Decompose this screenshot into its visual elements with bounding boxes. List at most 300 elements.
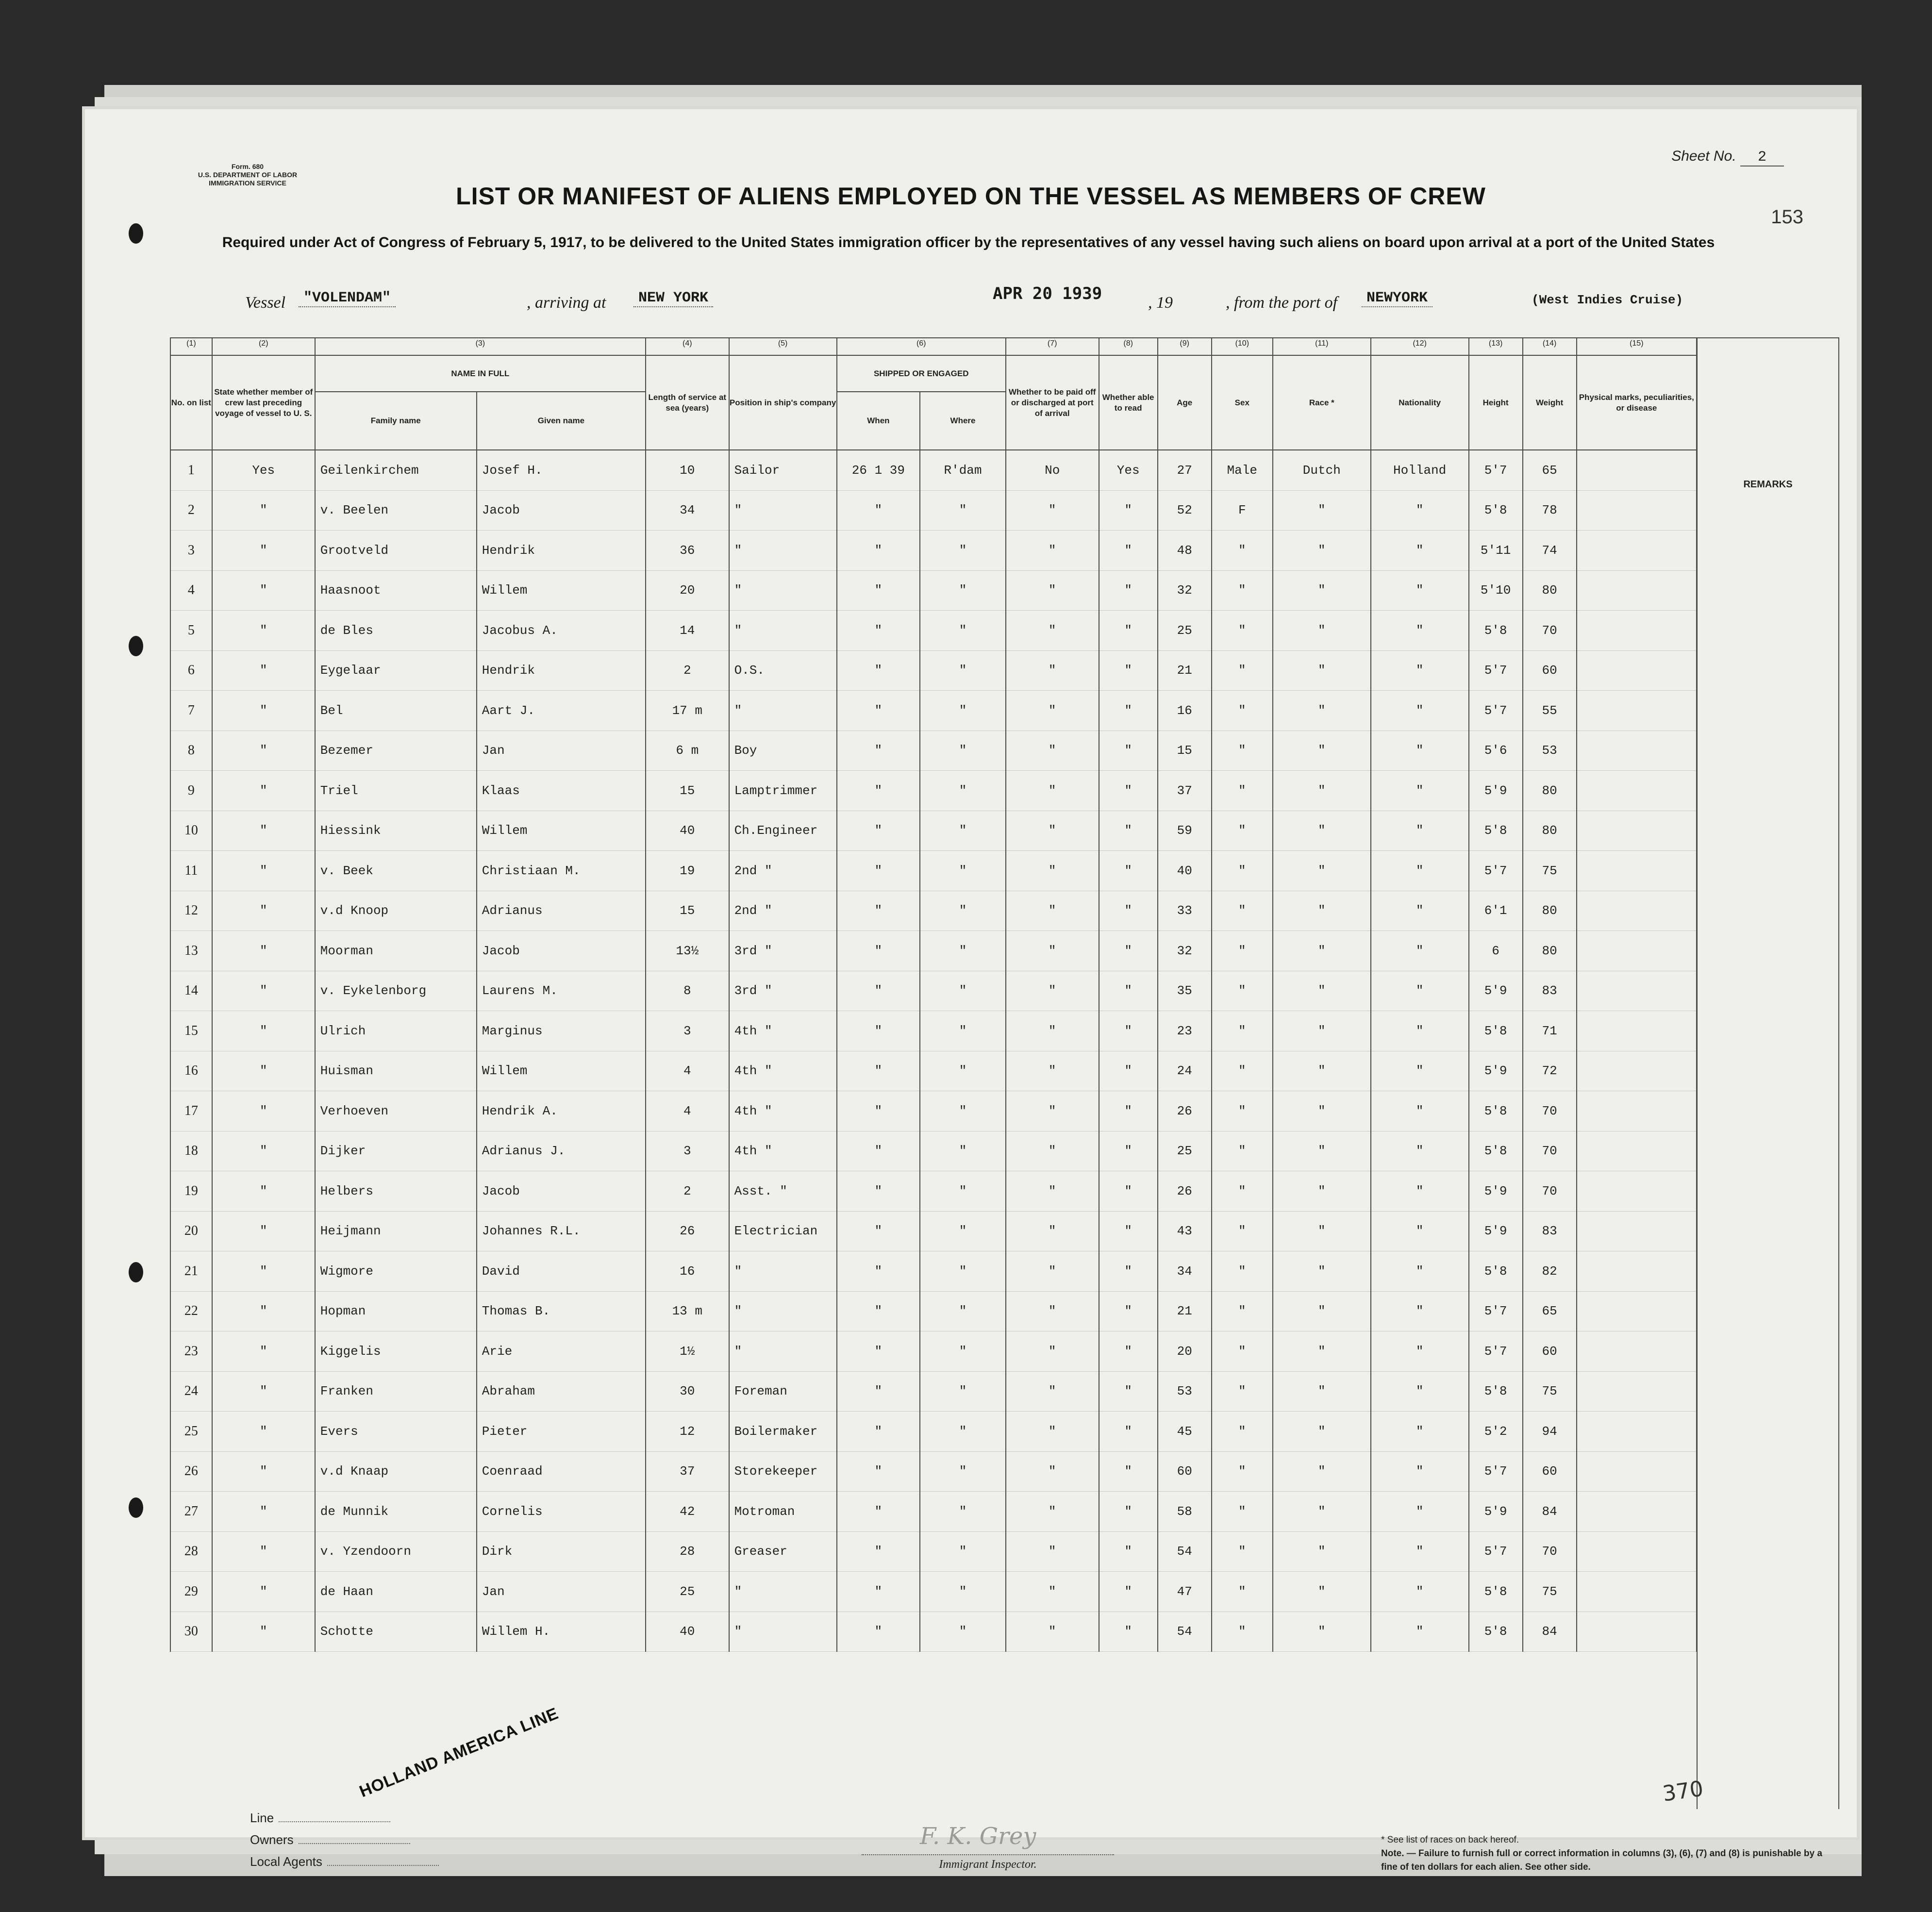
- family-name-cell: Bezemer: [315, 731, 477, 771]
- physical-marks-cell: [1577, 611, 1697, 651]
- sex-cell: ": [1212, 1291, 1273, 1331]
- nationality-cell: ": [1371, 1291, 1469, 1331]
- family-name-cell: v. Beek: [315, 851, 477, 891]
- physical-marks-cell: [1577, 490, 1697, 531]
- able-to-read-cell: ": [1099, 570, 1158, 611]
- physical-marks-cell: [1577, 731, 1697, 771]
- sex-cell: ": [1212, 1011, 1273, 1051]
- shipped-where-cell: ": [920, 731, 1006, 771]
- position-cell: 4th ": [729, 1011, 837, 1051]
- position-cell: 2nd ": [729, 851, 837, 891]
- paid-off-cell: ": [1006, 971, 1099, 1011]
- position-cell: ": [729, 1251, 837, 1292]
- shipped-when-cell: ": [837, 1371, 920, 1412]
- last-voyage-cell: ": [212, 931, 315, 971]
- row-number-cell: 2: [170, 490, 212, 531]
- age-cell: 33: [1158, 891, 1212, 931]
- given-name-cell: Pieter: [477, 1412, 646, 1452]
- weight-cell: 84: [1523, 1612, 1577, 1652]
- given-name-cell: Johannes R.L.: [477, 1211, 646, 1251]
- family-name-cell: Franken: [315, 1371, 477, 1412]
- weight-cell: 80: [1523, 570, 1577, 611]
- row-number-cell: 5: [170, 611, 212, 651]
- paid-off-cell: ": [1006, 1371, 1099, 1412]
- col-num: (3): [315, 338, 646, 355]
- paid-off-cell: ": [1006, 1451, 1099, 1492]
- shipped-when-cell: ": [837, 531, 920, 571]
- height-cell: 5'8: [1469, 1572, 1523, 1612]
- length-of-service-cell: 12: [646, 1412, 729, 1452]
- table-row: [170, 450, 1697, 490]
- nationality-cell: Holland: [1371, 450, 1469, 490]
- family-name-cell: Evers: [315, 1412, 477, 1452]
- age-cell: 27: [1158, 450, 1212, 490]
- family-name-cell: de Haan: [315, 1572, 477, 1612]
- weight-cell: 80: [1523, 811, 1577, 851]
- able-to-read-cell: ": [1099, 891, 1158, 931]
- able-to-read-cell: ": [1099, 771, 1158, 811]
- family-name-cell: Wigmore: [315, 1251, 477, 1292]
- weight-cell: 70: [1523, 611, 1577, 651]
- sex-cell: ": [1212, 1412, 1273, 1452]
- sex-cell: ": [1212, 891, 1273, 931]
- departure-port: NEWYORK: [1362, 290, 1432, 307]
- family-name-cell: Huisman: [315, 1051, 477, 1091]
- header-position: Position in ship's company: [729, 355, 837, 450]
- shipped-when-cell: ": [837, 611, 920, 651]
- race-cell: ": [1273, 1171, 1371, 1212]
- age-cell: 21: [1158, 650, 1212, 691]
- footer-owners: [250, 1832, 410, 1847]
- position-cell: ": [729, 1612, 837, 1652]
- height-cell: 5'2: [1469, 1412, 1523, 1452]
- handwritten-number: 370: [1661, 1776, 1705, 1807]
- header-paid-off: Whether to be paid off or discharged at port of arrival: [1006, 355, 1099, 450]
- given-name-cell: Hendrik: [477, 531, 646, 571]
- header-no-on-list: No. on list: [170, 355, 212, 450]
- shipped-where-cell: ": [920, 1011, 1006, 1051]
- physical-marks-cell: [1577, 851, 1697, 891]
- able-to-read-cell: ": [1099, 1492, 1158, 1532]
- paid-off-cell: ": [1006, 931, 1099, 971]
- length-of-service-cell: 17 m: [646, 691, 729, 731]
- nationality-cell: ": [1371, 691, 1469, 731]
- able-to-read-cell: ": [1099, 1011, 1158, 1051]
- family-name-cell: Helbers: [315, 1171, 477, 1212]
- shipped-where-cell: ": [920, 1051, 1006, 1091]
- from-port-label: , from the port of: [1226, 294, 1338, 312]
- position-cell: 4th ": [729, 1091, 837, 1131]
- given-name-cell: Thomas B.: [477, 1291, 646, 1331]
- position-cell: Sailor: [729, 450, 837, 490]
- page-number: 153: [1771, 206, 1803, 228]
- service-name: IMMIGRATION SERVICE: [209, 179, 286, 187]
- agents-label: Local Agents: [250, 1854, 322, 1869]
- able-to-read-cell: ": [1099, 490, 1158, 531]
- position-cell: Ch.Engineer: [729, 811, 837, 851]
- physical-marks-cell: [1577, 650, 1697, 691]
- race-cell: ": [1273, 1131, 1371, 1171]
- race-cell: ": [1273, 1211, 1371, 1251]
- col-num: (15): [1577, 338, 1697, 355]
- given-name-cell: Hendrik A.: [477, 1091, 646, 1131]
- family-name-cell: v. Eykelenborg: [315, 971, 477, 1011]
- binder-hole: [129, 223, 143, 244]
- sex-cell: ": [1212, 1091, 1273, 1131]
- physical-marks-cell: [1577, 531, 1697, 571]
- shipped-when-cell: ": [837, 570, 920, 611]
- sheet-number-value: 2: [1740, 149, 1784, 166]
- nationality-cell: ": [1371, 1451, 1469, 1492]
- given-name-cell: Aart J.: [477, 691, 646, 731]
- row-number-cell: 13: [170, 931, 212, 971]
- col-num: (7): [1006, 338, 1099, 355]
- given-name-cell: Willem: [477, 811, 646, 851]
- paid-off-cell: ": [1006, 1171, 1099, 1212]
- given-name-cell: Jacobus A.: [477, 611, 646, 651]
- owners-field: [299, 1843, 410, 1844]
- height-cell: 5'7: [1469, 1531, 1523, 1572]
- race-cell: ": [1273, 931, 1371, 971]
- able-to-read-cell: ": [1099, 1091, 1158, 1131]
- last-voyage-cell: ": [212, 570, 315, 611]
- shipped-when-cell: ": [837, 1572, 920, 1612]
- physical-marks-cell: [1577, 811, 1697, 851]
- family-name-cell: de Bles: [315, 611, 477, 651]
- bleed-through-text: [1129, 886, 1760, 1808]
- shipped-when-cell: ": [837, 490, 920, 531]
- last-voyage-cell: ": [212, 1492, 315, 1532]
- race-cell: ": [1273, 650, 1371, 691]
- form-number: Form. 680: [231, 163, 264, 170]
- length-of-service-cell: 15: [646, 771, 729, 811]
- shipped-when-cell: ": [837, 1051, 920, 1091]
- race-cell: ": [1273, 1492, 1371, 1532]
- table-row: [170, 731, 1697, 771]
- shipped-where-cell: ": [920, 931, 1006, 971]
- shipped-where-cell: ": [920, 891, 1006, 931]
- age-cell: 40: [1158, 851, 1212, 891]
- height-cell: 6: [1469, 931, 1523, 971]
- race-cell: ": [1273, 1451, 1371, 1492]
- weight-cell: 75: [1523, 1572, 1577, 1612]
- shipped-when-cell: ": [837, 691, 920, 731]
- header-weight: Weight: [1523, 355, 1577, 450]
- given-name-cell: Jacob: [477, 1171, 646, 1212]
- last-voyage-cell: ": [212, 1091, 315, 1131]
- able-to-read-cell: ": [1099, 531, 1158, 571]
- nationality-cell: ": [1371, 931, 1469, 971]
- able-to-read-cell: ": [1099, 1331, 1158, 1372]
- length-of-service-cell: 8: [646, 971, 729, 1011]
- table-row: [170, 851, 1697, 891]
- row-number-cell: 9: [170, 771, 212, 811]
- owners-label: Owners: [250, 1832, 294, 1847]
- last-voyage-cell: ": [212, 1371, 315, 1412]
- paid-off-cell: ": [1006, 1492, 1099, 1532]
- paid-off-cell: ": [1006, 650, 1099, 691]
- length-of-service-cell: 36: [646, 531, 729, 571]
- row-number-cell: 14: [170, 971, 212, 1011]
- family-name-cell: v.d Knoop: [315, 891, 477, 931]
- shipped-where-cell: ": [920, 1371, 1006, 1412]
- nationality-cell: ": [1371, 1051, 1469, 1091]
- nationality-cell: ": [1371, 1171, 1469, 1212]
- col-num: (6): [837, 338, 1006, 355]
- shipped-when-cell: ": [837, 1011, 920, 1051]
- age-cell: 43: [1158, 1211, 1212, 1251]
- paid-off-cell: ": [1006, 1211, 1099, 1251]
- able-to-read-cell: ": [1099, 731, 1158, 771]
- given-name-cell: Coenraad: [477, 1451, 646, 1492]
- age-cell: 60: [1158, 1451, 1212, 1492]
- given-name-cell: Cornelis: [477, 1492, 646, 1532]
- age-cell: 32: [1158, 570, 1212, 611]
- race-cell: ": [1273, 490, 1371, 531]
- nationality-cell: ": [1371, 650, 1469, 691]
- age-cell: 47: [1158, 1572, 1212, 1612]
- weight-cell: 80: [1523, 771, 1577, 811]
- able-to-read-cell: ": [1099, 1531, 1158, 1572]
- race-cell: ": [1273, 611, 1371, 651]
- row-number-cell: 8: [170, 731, 212, 771]
- length-of-service-cell: 3: [646, 1131, 729, 1171]
- nationality-cell: ": [1371, 851, 1469, 891]
- arrival-port: NEW YORK: [633, 290, 713, 307]
- last-voyage-cell: ": [212, 771, 315, 811]
- weight-cell: 84: [1523, 1492, 1577, 1532]
- sex-cell: ": [1212, 931, 1273, 971]
- weight-cell: 70: [1523, 1131, 1577, 1171]
- shipped-where-cell: ": [920, 811, 1006, 851]
- header-nationality: Nationality: [1371, 355, 1469, 450]
- shipped-when-cell: ": [837, 1091, 920, 1131]
- last-voyage-cell: ": [212, 1291, 315, 1331]
- nationality-cell: ": [1371, 1531, 1469, 1572]
- shipped-where-cell: ": [920, 1251, 1006, 1292]
- line-label: Line: [250, 1811, 274, 1825]
- position-cell: Foreman: [729, 1371, 837, 1412]
- paid-off-cell: ": [1006, 531, 1099, 571]
- race-cell: ": [1273, 811, 1371, 851]
- nationality-cell: ": [1371, 771, 1469, 811]
- height-cell: 5'7: [1469, 650, 1523, 691]
- able-to-read-cell: ": [1099, 971, 1158, 1011]
- family-name-cell: Verhoeven: [315, 1091, 477, 1131]
- age-cell: 48: [1158, 531, 1212, 571]
- length-of-service-cell: 20: [646, 570, 729, 611]
- family-name-cell: Triel: [315, 771, 477, 811]
- last-voyage-cell: ": [212, 1011, 315, 1051]
- shipped-where-cell: ": [920, 1572, 1006, 1612]
- col-num: (1): [170, 338, 212, 355]
- row-number-cell: 16: [170, 1051, 212, 1091]
- col-num: (12): [1371, 338, 1469, 355]
- height-cell: 5'6: [1469, 731, 1523, 771]
- height-cell: 5'8: [1469, 611, 1523, 651]
- paid-off-cell: ": [1006, 1331, 1099, 1372]
- last-voyage-cell: ": [212, 1211, 315, 1251]
- last-voyage-cell: ": [212, 1331, 315, 1372]
- vessel-name: "VOLENDAM": [299, 290, 396, 307]
- given-name-cell: Jacob: [477, 931, 646, 971]
- height-cell: 5'7: [1469, 450, 1523, 490]
- position-cell: 4th ": [729, 1051, 837, 1091]
- able-to-read-cell: ": [1099, 931, 1158, 971]
- height-cell: 5'8: [1469, 1371, 1523, 1412]
- family-name-cell: Haasnoot: [315, 570, 477, 611]
- nationality-cell: ": [1371, 1412, 1469, 1452]
- shipped-when-cell: ": [837, 1492, 920, 1532]
- age-cell: 25: [1158, 1131, 1212, 1171]
- last-voyage-cell: ": [212, 490, 315, 531]
- shipped-where-cell: ": [920, 650, 1006, 691]
- family-name-cell: v. Yzendoorn: [315, 1531, 477, 1572]
- row-number-cell: 18: [170, 1131, 212, 1171]
- table-row: [170, 771, 1697, 811]
- last-voyage-cell: ": [212, 611, 315, 651]
- length-of-service-cell: 30: [646, 1371, 729, 1412]
- weight-cell: 55: [1523, 691, 1577, 731]
- nationality-cell: ": [1371, 1331, 1469, 1372]
- sex-cell: ": [1212, 691, 1273, 731]
- position-cell: Asst. ": [729, 1171, 837, 1212]
- paid-off-cell: ": [1006, 570, 1099, 611]
- shipped-when-cell: ": [837, 851, 920, 891]
- family-name-cell: Geilenkirchem: [315, 450, 477, 490]
- table-row: [170, 531, 1697, 571]
- physical-marks-cell: [1577, 771, 1697, 811]
- header-where: Where: [920, 392, 1006, 450]
- last-voyage-cell: Yes: [212, 450, 315, 490]
- race-cell: ": [1273, 1612, 1371, 1652]
- header-physical-marks: Physical marks, peculiarities, or disease: [1577, 355, 1697, 450]
- able-to-read-cell: Yes: [1099, 450, 1158, 490]
- header-name-in-full: NAME IN FULL: [315, 355, 646, 392]
- nationality-cell: ": [1371, 1011, 1469, 1051]
- family-name-cell: Grootveld: [315, 531, 477, 571]
- sex-cell: ": [1212, 1331, 1273, 1372]
- weight-cell: 72: [1523, 1051, 1577, 1091]
- given-name-cell: Josef H.: [477, 450, 646, 490]
- row-number-cell: 28: [170, 1531, 212, 1572]
- shipped-where-cell: ": [920, 611, 1006, 651]
- able-to-read-cell: ": [1099, 1371, 1158, 1412]
- age-cell: 53: [1158, 1371, 1212, 1412]
- paid-off-cell: ": [1006, 1011, 1099, 1051]
- paid-off-cell: ": [1006, 1572, 1099, 1612]
- sex-cell: ": [1212, 1572, 1273, 1612]
- last-voyage-cell: ": [212, 1051, 315, 1091]
- table-row: [170, 570, 1697, 611]
- holland-america-line-stamp: HOLLAND AMERICA LINE: [357, 1704, 561, 1801]
- age-cell: 25: [1158, 611, 1212, 651]
- shipped-where-cell: ": [920, 1091, 1006, 1131]
- race-cell: ": [1273, 1011, 1371, 1051]
- header-remarks: REMARKS: [1743, 479, 1793, 490]
- shipped-when-cell: ": [837, 650, 920, 691]
- arriving-label: , arriving at: [527, 294, 606, 312]
- table-row: [170, 490, 1697, 531]
- shipped-where-cell: ": [920, 1451, 1006, 1492]
- height-cell: 5'7: [1469, 1331, 1523, 1372]
- race-cell: ": [1273, 570, 1371, 611]
- length-of-service-cell: 40: [646, 1612, 729, 1652]
- row-number-cell: 3: [170, 531, 212, 571]
- position-cell: ": [729, 1572, 837, 1612]
- age-cell: 26: [1158, 1091, 1212, 1131]
- given-name-cell: Jan: [477, 1572, 646, 1612]
- column-number-row: [170, 338, 1697, 355]
- shipped-when-cell: ": [837, 931, 920, 971]
- height-cell: 5'8: [1469, 1011, 1523, 1051]
- position-cell: Storekeeper: [729, 1451, 837, 1492]
- last-voyage-cell: ": [212, 691, 315, 731]
- given-name-cell: David: [477, 1251, 646, 1292]
- age-cell: 58: [1158, 1492, 1212, 1532]
- given-name-cell: Arie: [477, 1331, 646, 1372]
- shipped-when-cell: ": [837, 1331, 920, 1372]
- sex-cell: ": [1212, 1171, 1273, 1212]
- height-cell: 5'7: [1469, 691, 1523, 731]
- weight-cell: 65: [1523, 450, 1577, 490]
- shipped-where-cell: ": [920, 851, 1006, 891]
- length-of-service-cell: 42: [646, 1492, 729, 1532]
- given-name-cell: Jacob: [477, 490, 646, 531]
- row-number-cell: 24: [170, 1371, 212, 1412]
- shipped-when-cell: ": [837, 891, 920, 931]
- last-voyage-cell: ": [212, 1612, 315, 1652]
- position-cell: Motroman: [729, 1492, 837, 1532]
- family-name-cell: Eygelaar: [315, 650, 477, 691]
- last-voyage-cell: ": [212, 1412, 315, 1452]
- row-number-cell: 29: [170, 1572, 212, 1612]
- able-to-read-cell: ": [1099, 1171, 1158, 1212]
- age-cell: 54: [1158, 1612, 1212, 1652]
- position-cell: ": [729, 531, 837, 571]
- shipped-where-cell: ": [920, 1612, 1006, 1652]
- header-sex: Sex: [1212, 355, 1273, 450]
- weight-cell: 70: [1523, 1091, 1577, 1131]
- weight-cell: 71: [1523, 1011, 1577, 1051]
- able-to-read-cell: ": [1099, 1291, 1158, 1331]
- paid-off-cell: ": [1006, 691, 1099, 731]
- age-cell: 20: [1158, 1331, 1212, 1372]
- row-number-cell: 30: [170, 1612, 212, 1652]
- shipped-where-cell: ": [920, 570, 1006, 611]
- family-name-cell: Moorman: [315, 931, 477, 971]
- position-cell: Boilermaker: [729, 1412, 837, 1452]
- col-num: (14): [1523, 338, 1577, 355]
- race-cell: ": [1273, 531, 1371, 571]
- document-subtitle: Required under Act of Congress of February 5, 1917, to be delivered to the United States immigration officer by the representatives of any vessel having such aliens on board upon arrival at a port of the United States: [222, 234, 1715, 250]
- race-cell: ": [1273, 891, 1371, 931]
- sex-cell: ": [1212, 1211, 1273, 1251]
- header-able-to-read: Whether able to read: [1099, 355, 1158, 450]
- paid-off-cell: ": [1006, 1051, 1099, 1091]
- shipped-when-cell: 26 1 39: [837, 450, 920, 490]
- shipped-where-cell: ": [920, 1412, 1006, 1452]
- last-voyage-cell: ": [212, 650, 315, 691]
- height-cell: 5'8: [1469, 1091, 1523, 1131]
- position-cell: 3rd ": [729, 931, 837, 971]
- able-to-read-cell: ": [1099, 691, 1158, 731]
- document-title: LIST OR MANIFEST OF ALIENS EMPLOYED ON THE VESSEL AS MEMBERS OF CREW: [456, 183, 1486, 210]
- given-name-cell: Willem H.: [477, 1612, 646, 1652]
- family-name-cell: Dijker: [315, 1131, 477, 1171]
- race-cell: Dutch: [1273, 450, 1371, 490]
- able-to-read-cell: ": [1099, 1451, 1158, 1492]
